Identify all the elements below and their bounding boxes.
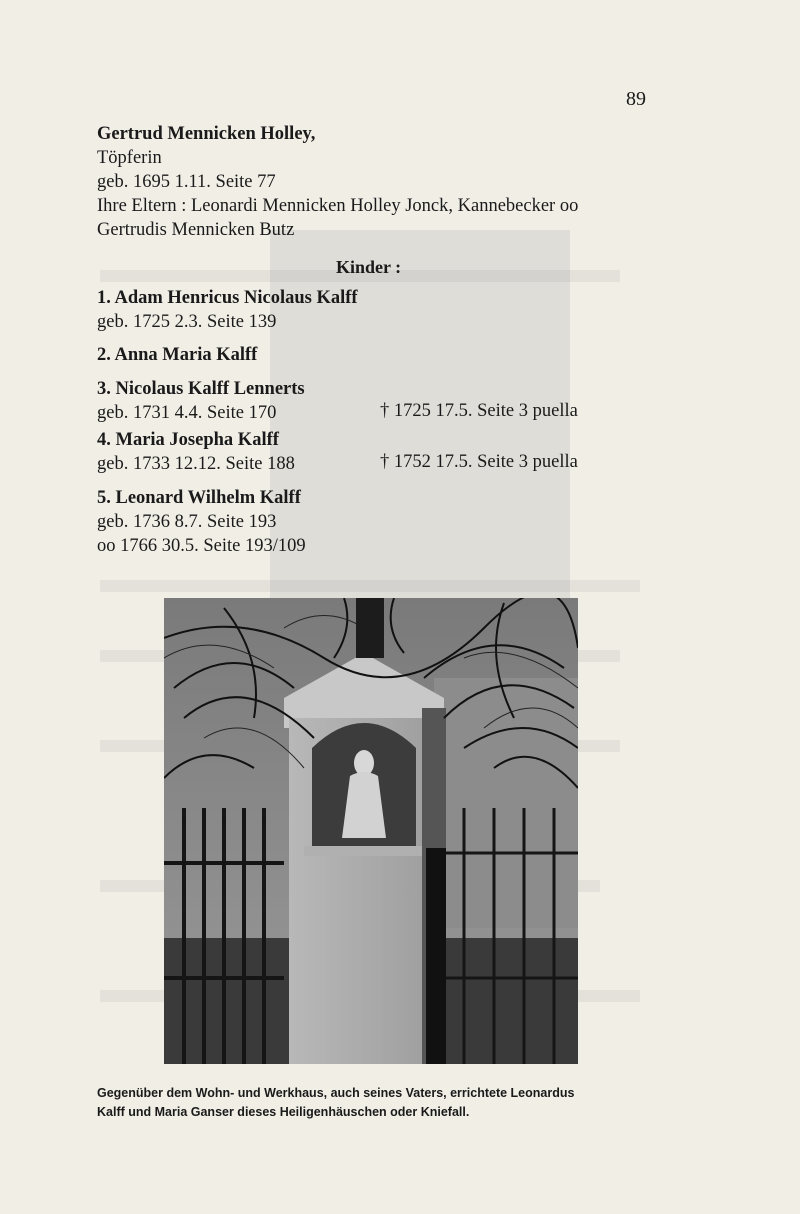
child-1-birth: geb. 1725 2.3. Seite 139	[97, 312, 277, 332]
child-4-death: † 1752 17.5. Seite 3 puella	[380, 452, 578, 472]
person-parents-line-2: Gertrudis Mennicken Butz	[97, 220, 295, 240]
person-parents-line-1: Ihre Eltern : Leonardi Mennicken Holley Jonck, Kannebecker oo	[97, 196, 579, 216]
wayside-shrine-photo	[164, 598, 578, 1064]
child-5-name: 5. Leonard Wilhelm Kalff	[97, 488, 301, 508]
caption-line-2: Kalff und Maria Ganser dieses Heiligenhäuschen oder Kniefall.	[97, 1105, 470, 1119]
person-birth: geb. 1695 1.11. Seite 77	[97, 172, 276, 192]
caption-line-1: Gegenüber dem Wohn- und Werkhaus, auch seines Vaters, errichtete Leonardus	[97, 1086, 575, 1100]
child-1-name: 1. Adam Henricus Nicolaus Kalff	[97, 288, 358, 308]
child-2-name: 2. Anna Maria Kalff	[97, 345, 258, 365]
child-5-marriage: oo 1766 30.5. Seite 193/109	[97, 536, 306, 556]
child-3-death: † 1725 17.5. Seite 3 puella	[380, 401, 578, 421]
children-heading: Kinder :	[336, 257, 402, 277]
child-3-birth: geb. 1731 4.4. Seite 170	[97, 403, 277, 423]
child-4-birth: geb. 1733 12.12. Seite 188	[97, 454, 295, 474]
child-3-name: 3. Nicolaus Kalff Lennerts	[97, 379, 305, 399]
child-5-birth: geb. 1736 8.7. Seite 193	[97, 512, 277, 532]
child-4-name: 4. Maria Josepha Kalff	[97, 430, 279, 450]
person-name: Gertrud Mennicken Holley,	[97, 124, 316, 144]
person-occupation: Töpferin	[97, 148, 162, 168]
page-number: 89	[626, 88, 646, 110]
photo-caption	[97, 1084, 657, 1122]
